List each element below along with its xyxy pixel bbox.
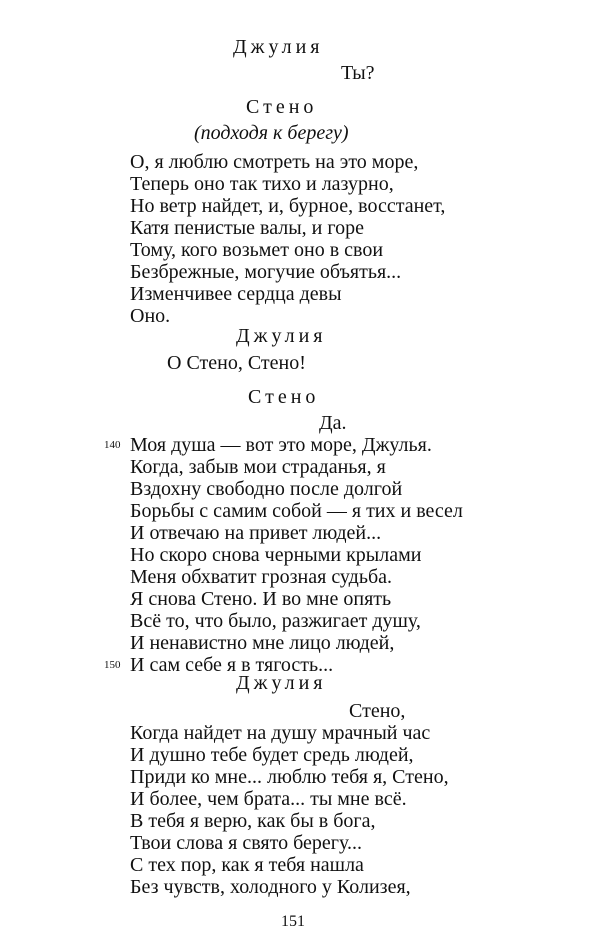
verse-line: Без чувств, холодного у Колизея, <box>130 876 411 898</box>
verse-line: В тебя я верю, как бы в бога, <box>130 810 376 832</box>
verse-line: Я снова Стено. И во мне опять <box>130 588 392 610</box>
verse-line: Приди ко мне... люблю тебя я, Стено, <box>130 766 449 788</box>
verse-line: И ненавистно мне лицо людей, <box>130 632 395 654</box>
speaker-label: Джулия <box>233 36 324 58</box>
verse-line: И отвечаю на привет людей... <box>130 522 382 544</box>
speaker-label: Джулия <box>236 672 327 694</box>
verse-line: Безбрежные, могучие объятья... <box>130 261 402 283</box>
verse-line: Когда найдет на душу мрачный час <box>130 722 431 744</box>
verse-line: Теперь оно так тихо и лазурно, <box>130 173 394 195</box>
verse-line: Оно. <box>130 305 171 327</box>
speaker-label: Стено <box>248 386 320 408</box>
verse-line: Стено, <box>349 700 406 722</box>
verse-line: И сам себе я в тягость... <box>130 654 334 676</box>
verse-line: С тех пор, как я тебя нашла <box>130 854 364 876</box>
verse-line: Когда, забыв мои страданья, я <box>130 456 386 478</box>
page-number: 151 <box>281 913 305 930</box>
verse-line: Изменчивее сердца девы <box>130 283 342 305</box>
speaker-label: Стено <box>246 96 318 118</box>
verse-line: Моя душа — вот это море, Джулья. <box>130 434 432 456</box>
verse-line: Но скоро снова черными крылами <box>130 544 422 566</box>
verse-line: И более, чем брата... ты мне всё. <box>130 788 407 810</box>
verse-line: Ты? <box>341 62 375 84</box>
verse-line: Меня обхватит грозная судьба. <box>130 566 393 588</box>
verse-line: Катя пенистые валы, и горе <box>130 217 364 239</box>
verse-line: О, я люблю смотреть на это море, <box>130 151 419 173</box>
speaker-label: Джулия <box>236 325 327 347</box>
verse-line: Борьбы с самим собой — я тих и весел <box>130 500 463 522</box>
line-number: 150 <box>104 659 121 671</box>
verse-line: Да. <box>319 412 347 434</box>
verse-line: Всё то, что было, разжигает душу, <box>130 610 421 632</box>
stage-direction: (подходя к берегу) <box>194 122 349 144</box>
verse-line: И душно тебе будет средь людей, <box>130 744 414 766</box>
verse-line: О Стено, Стено! <box>167 352 306 374</box>
line-number: 140 <box>104 439 121 451</box>
verse-line: Но ветр найдет, и, бурное, восстанет, <box>130 195 446 217</box>
verse-line: Тому, кого возьмет оно в свои <box>130 239 384 261</box>
verse-line: Вздохну свободно после долгой <box>130 478 403 500</box>
verse-line: Твои слова я свято берегу... <box>130 832 362 854</box>
